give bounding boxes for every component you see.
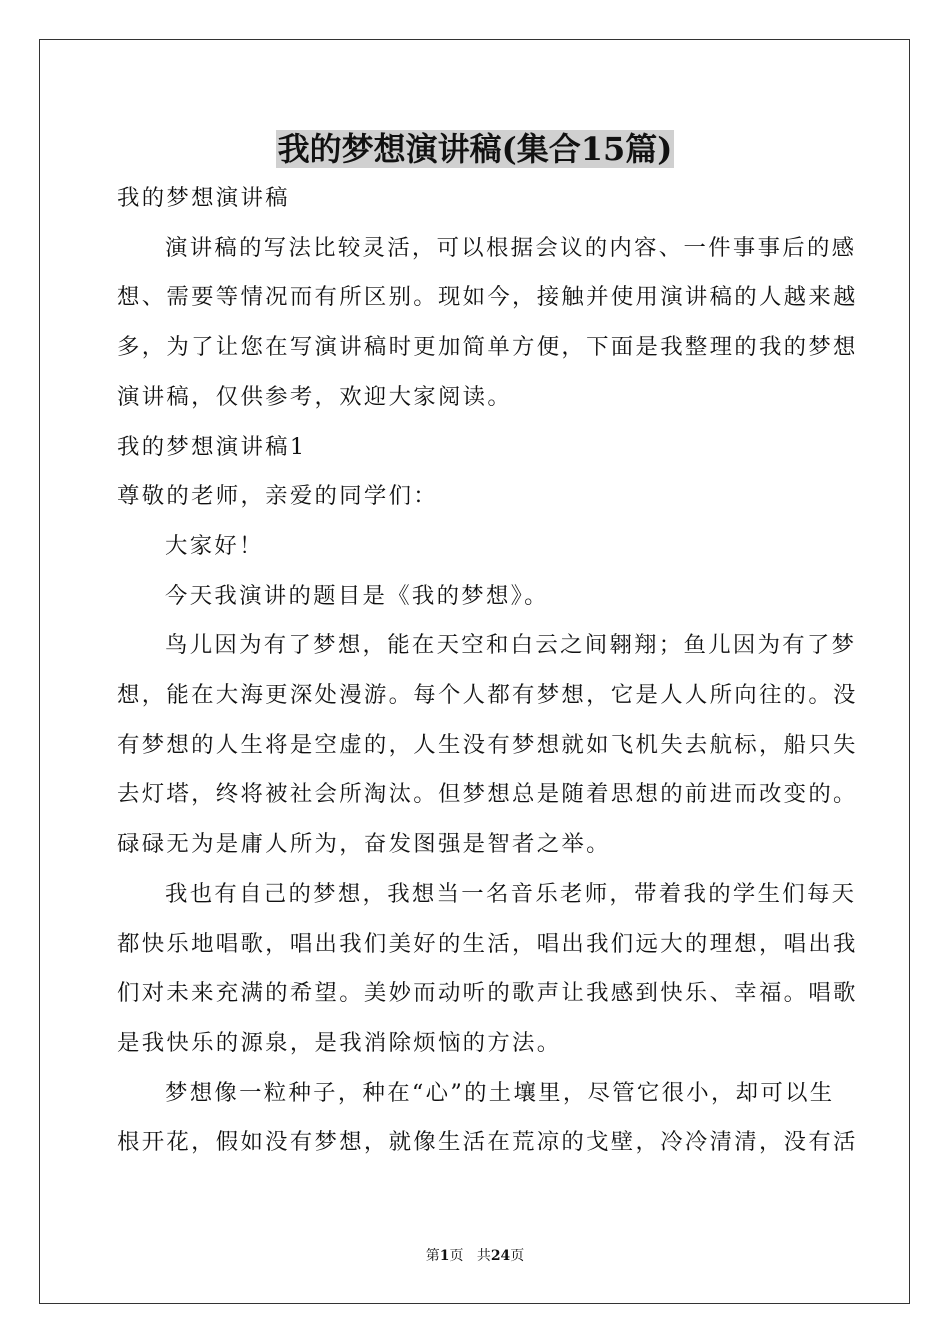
paragraph-line: 根开花，假如没有梦想，就像生活在荒凉的戈壁，冷冷清清，没有活: [117, 1129, 858, 1156]
paragraph-line: 今天我演讲的题目是《我的梦想》。: [165, 582, 549, 609]
section-heading: 我的梦想演讲稿1: [117, 433, 307, 460]
page-number: 1: [439, 1248, 450, 1264]
total-prefix: 共: [476, 1248, 491, 1264]
page-prefix: 第: [425, 1248, 440, 1264]
section-heading: 我的梦想演讲稿: [117, 185, 290, 211]
paragraph-line: 有梦想的人生将是空虚的，人生没有梦想就如飞机失去航标，船只失: [117, 731, 858, 758]
paragraph-line: 多，为了让您在写演讲稿时更加简单方便，下面是我整理的我的梦想: [117, 334, 858, 361]
document-body: [117, 174, 858, 1168]
document-title: [0, 126, 950, 172]
paragraph-line: 鸟儿因为有了梦想，能在天空和白云之间翱翔；鱼儿因为有了梦: [165, 632, 857, 659]
paragraph-line: 是我快乐的源泉，是我消除烦恼的方法。: [117, 1029, 562, 1056]
paragraph-line: 我也有自己的梦想，我想当一名音乐老师，带着我的学生们每天: [165, 880, 857, 907]
paragraph-line: 去灯塔，终将被社会所淘汰。但梦想总是随着思想的前进而改变的。: [117, 781, 858, 808]
page-footer: [0, 1246, 950, 1266]
paragraph-line: 演讲稿，仅供参考，欢迎大家阅读。: [117, 383, 513, 410]
paragraph-line: 梦想像一粒种子，种在“心”的土壤里，尽管它很小，却可以生: [165, 1079, 835, 1106]
page-suffix: 页: [449, 1248, 464, 1264]
document-title-text: 我的梦想演讲稿(集合15篇): [277, 130, 673, 168]
salutation: 尊敬的老师，亲爱的同学们：: [117, 483, 438, 510]
total-pages: 24: [490, 1248, 511, 1264]
paragraph-line: 都快乐地唱歌，唱出我们美好的生活，唱出我们远大的理想，唱出我: [117, 930, 858, 957]
greeting: 大家好！: [165, 532, 264, 559]
paragraph-line: 演讲稿的写法比较灵活，可以根据会议的内容、一件事事后的感: [165, 234, 857, 261]
paragraph-line: 想、需要等情况而有所区别。现如今，接触并使用演讲稿的人越来越: [117, 284, 858, 311]
paragraph-line: 想，能在大海更深处漫游。每个人都有梦想，它是人人所向往的。没: [117, 682, 858, 709]
paragraph-line: 们对未来充满的希望。美妙而动听的歌声让我感到快乐、幸福。唱歌: [117, 980, 858, 1007]
paragraph-line: 碌碌无为是庸人所为，奋发图强是智者之举。: [117, 831, 611, 858]
total-suffix: 页: [510, 1248, 525, 1264]
